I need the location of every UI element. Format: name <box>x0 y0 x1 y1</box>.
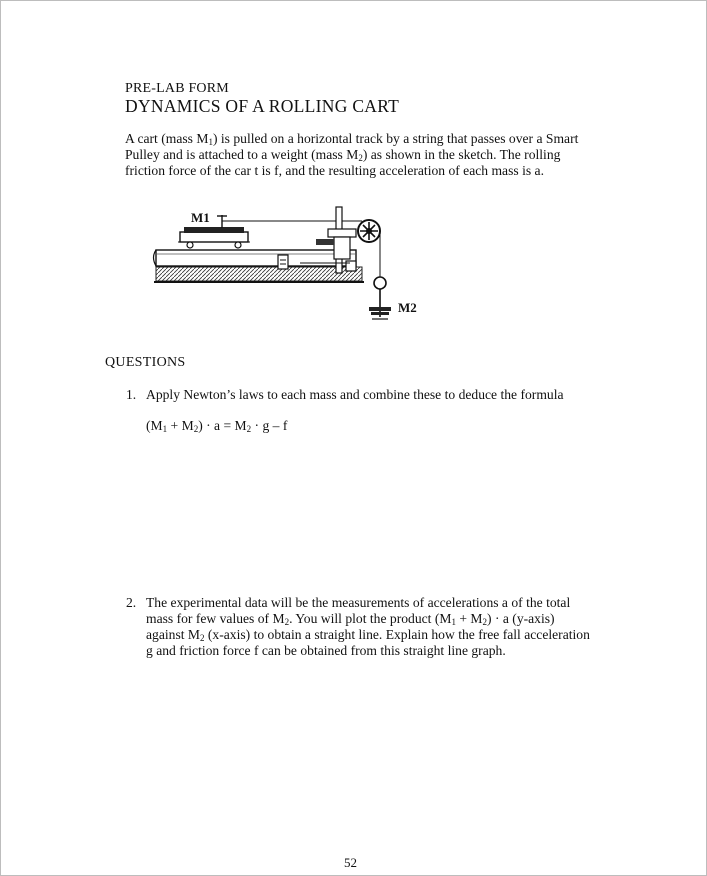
question-1-number: 1. <box>126 387 137 402</box>
cart-wheel <box>187 242 193 248</box>
intro-line-1: A cart (mass $M_1$) is pulled on a horizontal track by a string that passes over a Smart <box>125 131 579 147</box>
floor-hatch <box>156 267 362 281</box>
sketch-svg <box>150 205 440 340</box>
cart-wheel <box>235 242 241 248</box>
question-1-formula: $(M_1 + M_2) \cdot a = M_2 \cdot g - f$ <box>146 418 288 434</box>
intro-line-3: friction force of the car t is f, and the resulting acceleration of each mass is a. <box>125 163 544 178</box>
page-title: DYNAMICS OF A ROLLING CART <box>125 96 400 116</box>
question-1-text: Apply Newton’s laws to each mass and combine these to deduce the formula <box>146 387 564 402</box>
question-2-line-2: mass for few values of $M_2$. You will plot the product $(M_1 + M_2) \cdot a$ (y-axis) <box>146 611 555 627</box>
cart-body <box>180 232 248 242</box>
track <box>156 250 356 266</box>
cart-pulley-sketch <box>150 205 440 340</box>
question-2-line-3: against $M_2$ (x-axis) to obtain a straight line. Explain how the free fall acceleration <box>146 627 590 643</box>
question-2-number: 2. <box>126 595 137 610</box>
form-label: PRE-LAB FORM <box>125 81 229 96</box>
intro-paragraph <box>125 131 595 179</box>
intro-line-2: Pulley and is attached to a weight (mass $M_2$) as shown in the sketch. The rolling <box>125 147 561 163</box>
question-2-line-4: g and friction force f can be obtained from this straight line graph. <box>146 643 506 658</box>
page-number: 52 <box>344 855 357 870</box>
cart-mass <box>184 227 244 233</box>
label-m1: M1 <box>191 210 210 225</box>
hanger-hook <box>374 277 386 289</box>
label-m2: M2 <box>398 300 417 315</box>
question-2-line-1: The experimental data will be the measurements of accelerations a of the total <box>146 595 571 610</box>
hanging-mass <box>369 307 391 311</box>
questions-heading: QUESTIONS <box>105 355 186 370</box>
